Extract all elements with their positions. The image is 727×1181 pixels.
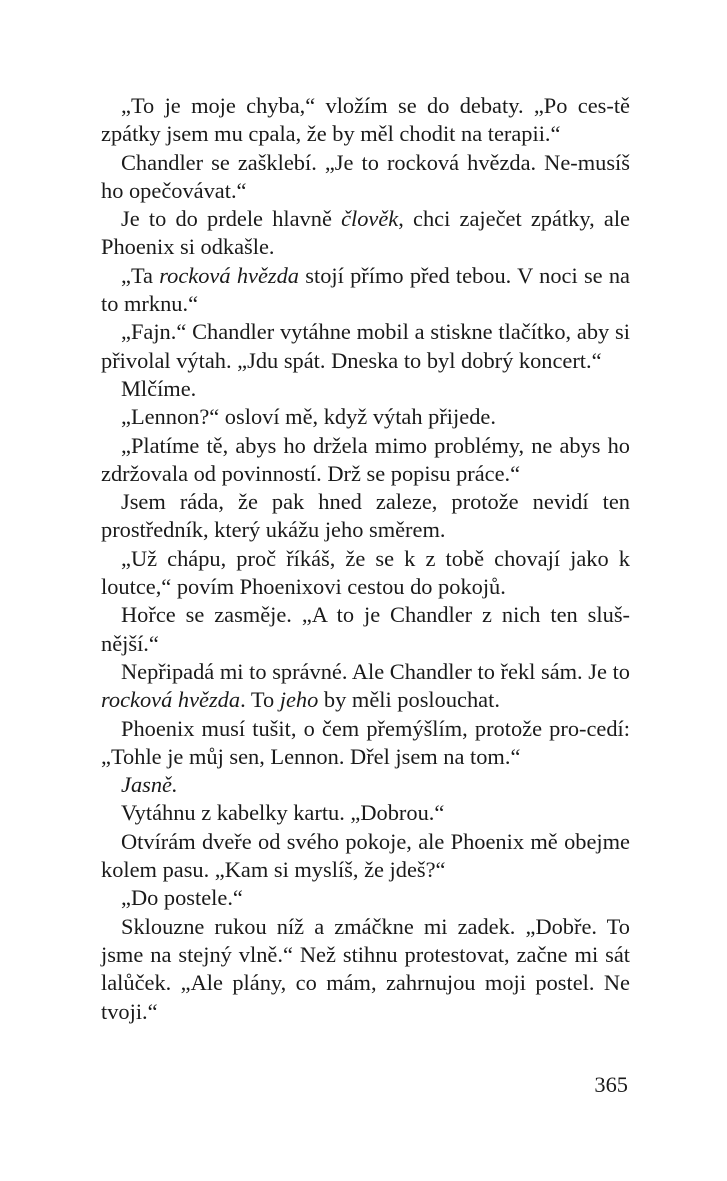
page-number: 365 bbox=[594, 1072, 628, 1097]
italic-emphasis: člověk bbox=[341, 206, 399, 232]
paragraph-text: „Platíme tě, abys ho držela mimo problémy, ne abys ho zdržovala od povinností. Drž se popisu práce.“ bbox=[101, 432, 630, 486]
paragraph-text: Je to do prdele hlavně bbox=[121, 206, 342, 232]
paragraph bbox=[101, 799, 630, 827]
paragraph-text: „To je moje chyba,“ vložím se do debaty. „Po ces-tě zpátky jsem mu cpala, že by měl chodit na terapii.“ bbox=[101, 93, 630, 147]
paragraph-text: „Fajn.“ Chandler vytáhne mobil a stiskne tlačítko, aby si přivolal výtah. „Jdu spát. Dneska to byl dobrý koncert.“ bbox=[101, 319, 630, 373]
paragraph-text: Nepřipadá mi to správné. Ale Chandler to řekl sám. Je to bbox=[121, 658, 630, 684]
paragraph-text: Phoenix musí tušit, o čem přemýšlím, protože pro-cedí: „Tohle je můj sen, Lennon. Dřel jsem na tom.“ bbox=[101, 715, 630, 769]
paragraph bbox=[101, 658, 630, 715]
paragraph bbox=[101, 913, 630, 1026]
italic-emphasis: rocková hvězda bbox=[159, 262, 299, 288]
paragraph bbox=[101, 205, 630, 262]
paragraph-text: Otvírám dveře od svého pokoje, ale Phoenix mě obejme kolem pasu. „Kam si myslíš, že jdeš?“ bbox=[101, 828, 630, 883]
paragraph-text: Sklouzne rukou níž a zmáčkne mi zadek. „Dobře. To jsme na stejný vlně.“ Než stihnu protestovat, začne mi sát lalůček. „Ale plány, co mám, zahrnujou moji postel. Ne tvoji.“ bbox=[101, 913, 630, 1024]
paragraph bbox=[101, 488, 630, 545]
paragraph-text: Vytáhnu z kabelky kartu. „Dobrou.“ bbox=[121, 800, 445, 826]
italic-emphasis: jeho bbox=[279, 687, 319, 713]
paragraph bbox=[101, 715, 630, 772]
paragraph bbox=[101, 771, 630, 799]
paragraph bbox=[101, 884, 630, 912]
paragraph-text: Chandler se zašklebí. „Je to rocková hvězda. Ne-musíš ho opečovávat.“ bbox=[101, 149, 630, 203]
paragraph-text: „Do postele.“ bbox=[121, 885, 243, 911]
italic-emphasis: rocková hvězda bbox=[101, 687, 241, 713]
book-page-body bbox=[101, 92, 630, 1026]
paragraph bbox=[101, 403, 630, 431]
paragraph-text: . To bbox=[240, 687, 280, 713]
italic-emphasis: Jasně. bbox=[121, 772, 178, 798]
paragraph bbox=[101, 262, 630, 319]
paragraph bbox=[101, 149, 630, 206]
paragraph-text: „Lennon?“ osloví mě, když výtah přijede. bbox=[121, 404, 496, 430]
paragraph bbox=[101, 375, 630, 403]
paragraph-text: Jsem ráda, že pak hned zaleze, protože nevidí ten prostředník, který ukážu jeho směrem. bbox=[101, 489, 630, 543]
paragraph bbox=[101, 318, 630, 375]
paragraph-text: stojí přímo před tebou. V noci se na to mrknu.“ bbox=[101, 262, 630, 317]
paragraph bbox=[101, 601, 630, 658]
paragraph bbox=[101, 545, 630, 602]
paragraph bbox=[101, 92, 630, 149]
paragraph bbox=[101, 432, 630, 489]
paragraph-text: , chci zaječet zpátky, ale Phoenix si odkašle. bbox=[101, 206, 630, 260]
paragraph bbox=[101, 828, 630, 885]
paragraph-text: Mlčíme. bbox=[121, 375, 197, 401]
paragraph-text: „Už chápu, proč říkáš, že se k z tobě chovají jako k loutce,“ povím Phoenixovi cestou do pokojů. bbox=[101, 545, 630, 600]
paragraph-text: Hořce se zasměje. „A to je Chandler z nich ten sluš-nější.“ bbox=[101, 602, 630, 656]
paragraph-text: by měli poslouchat. bbox=[318, 687, 500, 713]
paragraph-text: „Ta bbox=[121, 262, 160, 288]
